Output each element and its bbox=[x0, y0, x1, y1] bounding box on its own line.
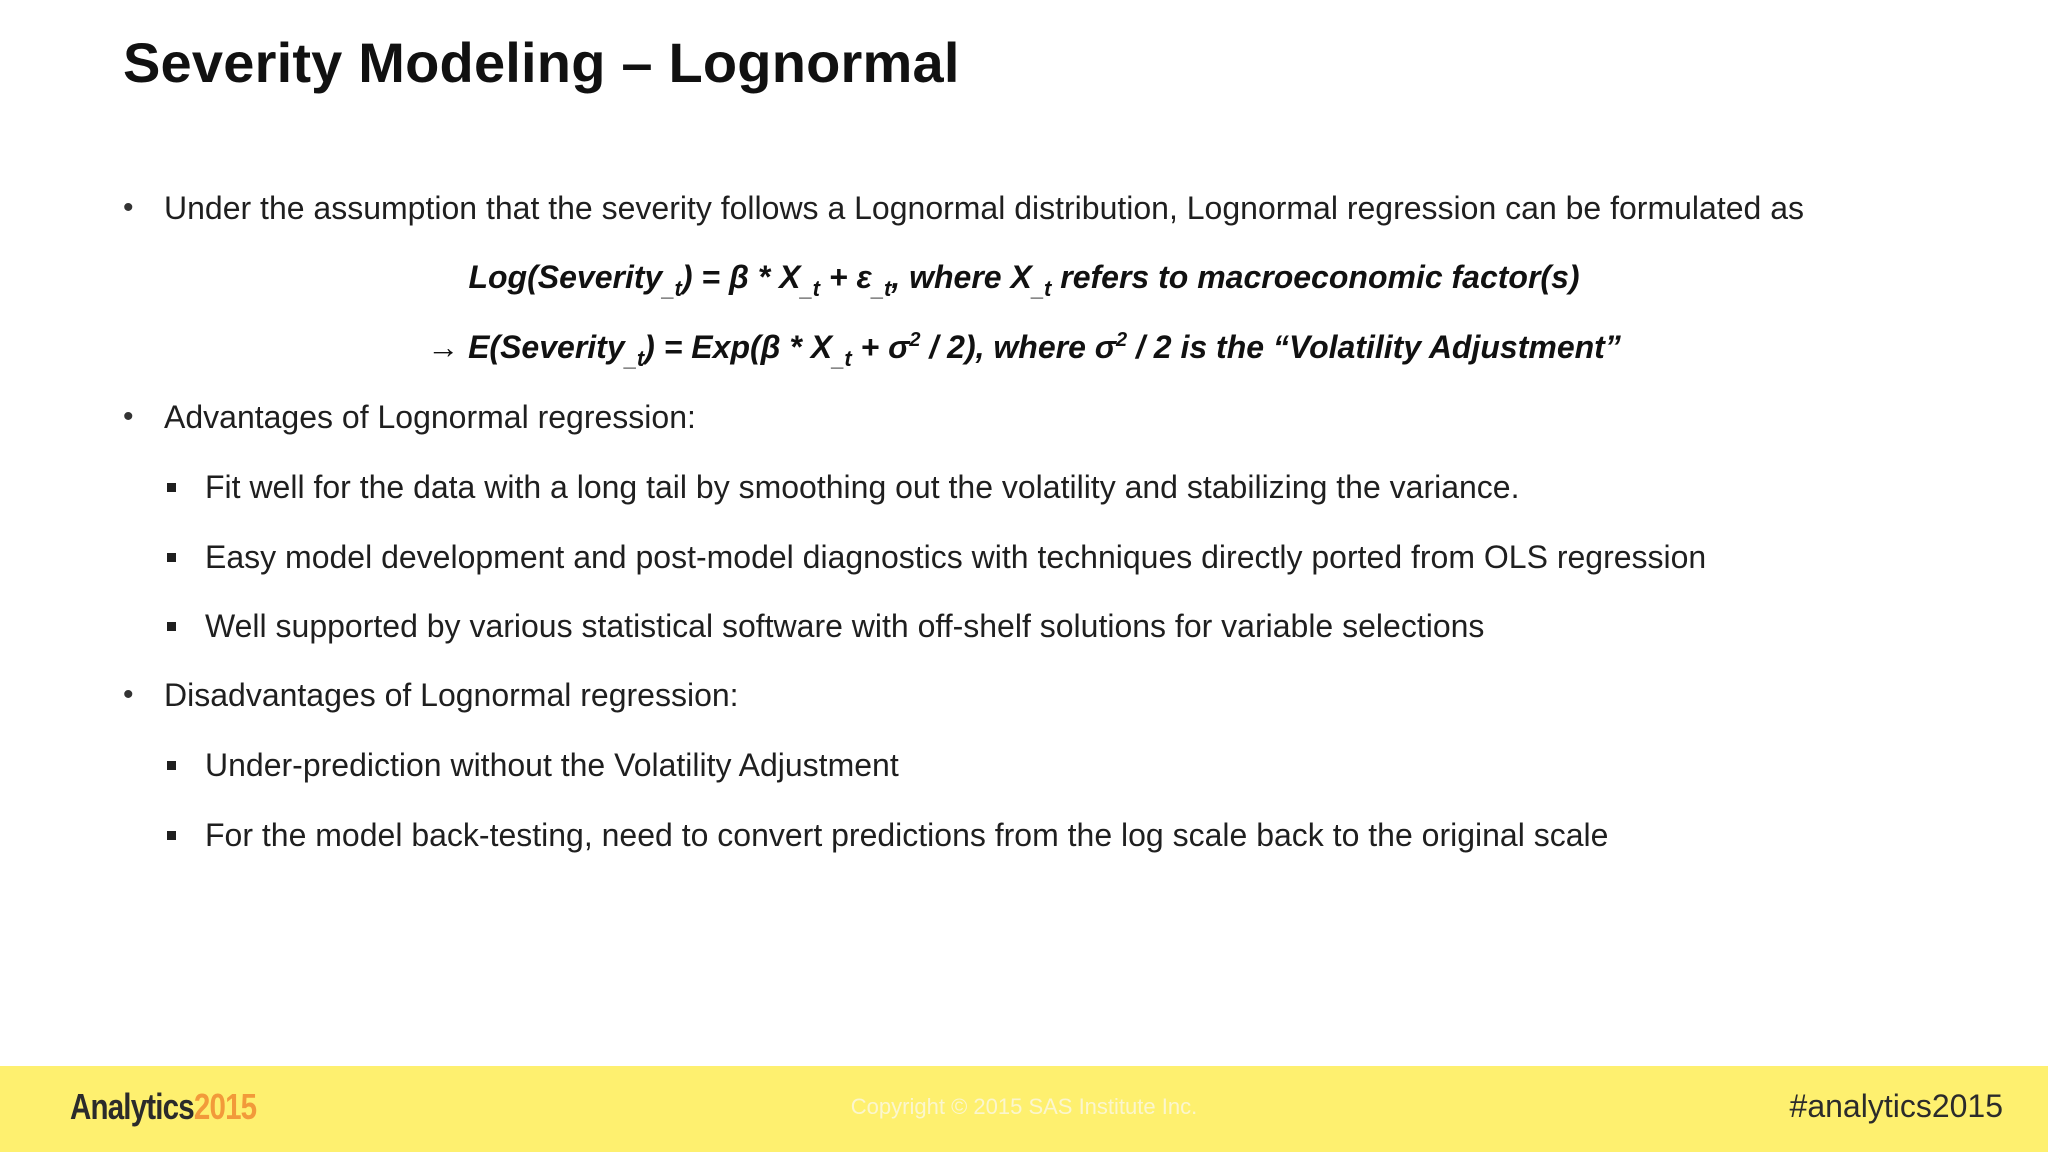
formula-log-severity bbox=[0, 257, 2048, 301]
formula1-sub-1: _t bbox=[662, 276, 682, 301]
square-bullet-icon bbox=[167, 483, 176, 492]
slide-title: Severity Modeling – Lognormal bbox=[123, 31, 960, 94]
bullet-dot-icon: • bbox=[123, 678, 134, 711]
advantage-item: Well supported by various statistical software with off-shelf solutions for variable selections bbox=[205, 608, 1485, 644]
bullet-disadvantages-heading: Disadvantages of Lognormal regression: bbox=[164, 677, 739, 713]
formula1-sub-3: _t bbox=[871, 276, 892, 301]
formula2-part-d: / 2), where σ bbox=[920, 329, 1116, 365]
formula2-sup-2: 2 bbox=[1115, 329, 1128, 351]
square-bullet-icon bbox=[167, 622, 176, 631]
formula2-sup-1: 2 bbox=[909, 329, 921, 351]
bullet-dot-icon: • bbox=[123, 191, 134, 224]
formula1-part-d: , where X bbox=[891, 259, 1032, 295]
formula2-part-c: + σ bbox=[851, 329, 910, 365]
formula1-part-a: Log(Severity bbox=[468, 259, 663, 295]
square-bullet-icon bbox=[167, 761, 176, 770]
formula2-sub-1: _t bbox=[624, 346, 645, 371]
advantage-item: Fit well for the data with a long tail by smoothing out the volatility and stabilizing the variance. bbox=[205, 469, 1520, 505]
square-bullet-icon bbox=[167, 553, 176, 562]
hashtag-text: #analytics2015 bbox=[1789, 1088, 2003, 1124]
formula2-part-a: E(Severity bbox=[459, 329, 625, 365]
formula2-part-e: / 2 is the “Volatility Adjustment” bbox=[1127, 329, 1621, 365]
disadvantage-item: For the model back-testing, need to convert predictions from the log scale back to the original scale bbox=[205, 817, 1609, 853]
bullet-dot-icon: • bbox=[123, 400, 134, 433]
bullet-advantages-heading: Advantages of Lognormal regression: bbox=[164, 399, 696, 435]
formula1-sub-2: _t bbox=[800, 276, 820, 301]
logo-year: 2015 bbox=[193, 1086, 257, 1127]
right-arrow-icon: → bbox=[427, 329, 460, 365]
square-bullet-icon bbox=[167, 831, 176, 840]
bullet-assumption-text: Under the assumption that the severity follows a Lognormal distribution, Lognormal regression can be formulated as bbox=[164, 190, 1804, 226]
formula1-part-c: + ε bbox=[819, 259, 872, 295]
logo-word: Analytics bbox=[70, 1086, 194, 1127]
advantage-item: Easy model development and post-model diagnostics with techniques directly ported from OLS regression bbox=[205, 539, 1707, 575]
footer-bar bbox=[0, 1066, 2048, 1152]
copyright-text: Copyright © 2015 SAS Institute Inc. bbox=[850, 1094, 1198, 1119]
disadvantage-item: Under-prediction without the Volatility Adjustment bbox=[205, 747, 899, 783]
formula1-part-b: ) = β * X bbox=[681, 259, 801, 295]
formula1-sub-4: _t bbox=[1031, 276, 1052, 301]
formula1-part-e: refers to macroeconomic factor(s) bbox=[1051, 259, 1580, 295]
formula-expected-severity bbox=[0, 327, 2048, 371]
formula2-part-b: ) = Exp(β * X bbox=[644, 329, 833, 365]
formula2-sub-2: _t bbox=[832, 346, 852, 371]
